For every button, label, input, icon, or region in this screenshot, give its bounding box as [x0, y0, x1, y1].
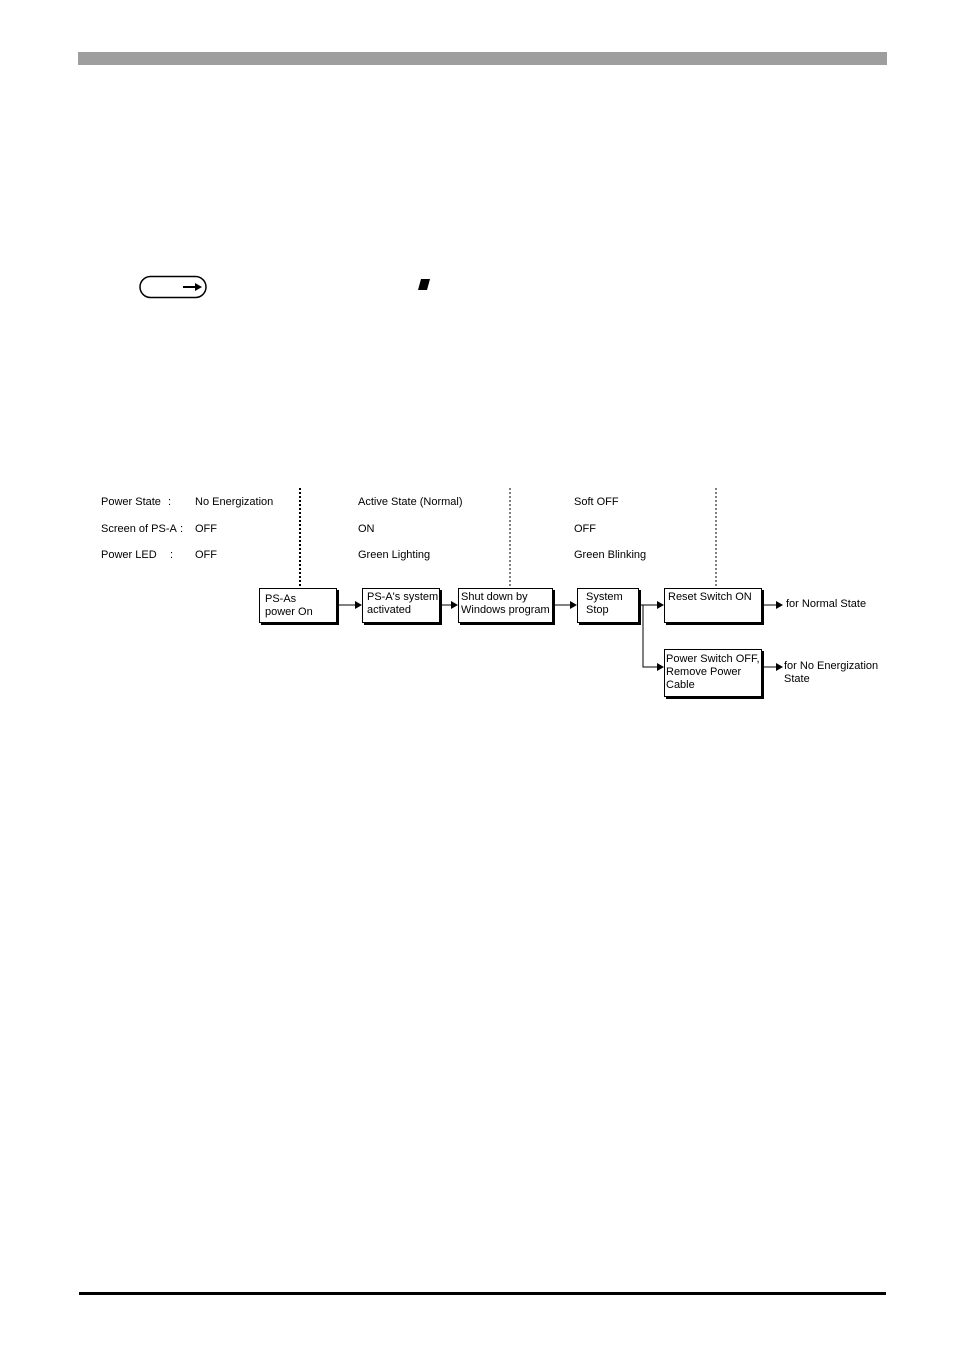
step-system-activated-line2: activated	[367, 604, 412, 616]
step-power-switch-off-line1: Power Switch OFF,	[666, 653, 760, 665]
step-shutdown-line1: Shut down by	[461, 591, 528, 603]
step-system-stop-line2: Stop	[586, 604, 609, 616]
step-power-switch-off-line3: Cable	[666, 679, 695, 691]
step-power-on	[259, 588, 337, 623]
step-power-on-line2: power On	[265, 606, 313, 618]
step-power-switch-off-line2: Remove Power	[666, 666, 742, 678]
step-reset-switch-line1: Reset Switch ON	[668, 591, 752, 603]
row-label-power-led: Power LED	[101, 549, 157, 561]
value-screen-2: ON	[358, 523, 375, 535]
value-power-led-1: OFF	[195, 549, 217, 561]
outcome-no-energization-line2: State	[784, 673, 810, 685]
value-screen-3: OFF	[574, 523, 596, 535]
row-sep-power-led: :	[170, 549, 174, 561]
step-shutdown-line2: Windows program	[461, 604, 550, 616]
row-label-power-state: Power State	[101, 496, 161, 508]
value-power-state-2: Active State (Normal)	[358, 496, 463, 508]
value-power-state-3: Soft OFF	[574, 496, 619, 508]
outcome-normal-line1: for Normal State	[786, 598, 867, 610]
row-label-screen: Screen of PS-A	[101, 523, 177, 535]
value-screen-1: OFF	[195, 523, 217, 535]
value-power-led-2: Green Lighting	[358, 549, 431, 561]
step-power-switch-off	[664, 649, 762, 697]
step-system-stop	[577, 588, 639, 623]
outcome-no-energization-line1: for No Energization	[784, 660, 879, 672]
row-sep-power-state: :	[168, 496, 172, 508]
step-system-activated-line1: PS-A's system	[367, 591, 439, 603]
outcome-no-energization	[784, 660, 878, 686]
step-shutdown	[458, 588, 553, 623]
value-power-state-1: No Energization	[195, 496, 274, 508]
step-reset-switch	[664, 588, 762, 623]
footer-rule	[79, 1292, 886, 1295]
step-system-activated	[362, 588, 440, 623]
row-sep-screen: :	[180, 523, 184, 535]
value-power-led-3: Green Blinking	[574, 549, 647, 561]
step-power-on-line1: PS-As	[265, 593, 297, 605]
step-system-stop-line1: System	[586, 591, 623, 603]
outcome-normal-state	[786, 598, 866, 611]
